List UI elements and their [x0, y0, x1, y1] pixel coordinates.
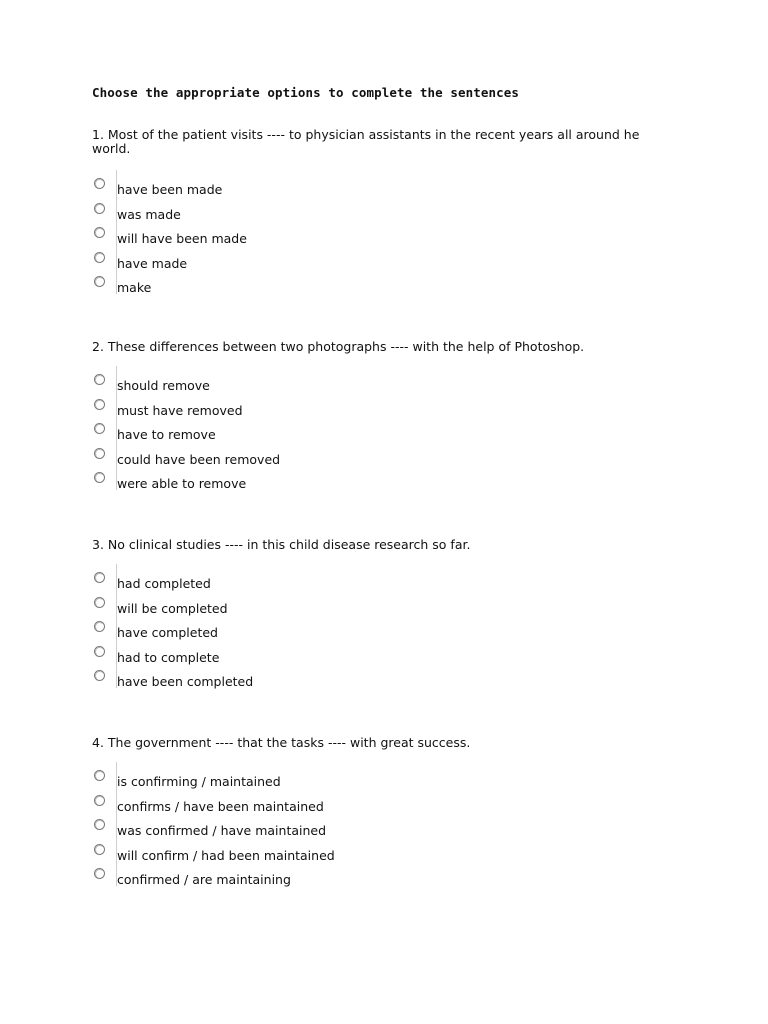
radio-button[interactable] [94, 203, 105, 214]
option-row[interactable] [92, 476, 672, 501]
option-row[interactable] [92, 650, 672, 675]
option-row[interactable] [92, 674, 672, 699]
radio-button[interactable] [94, 252, 105, 263]
radio-button[interactable] [94, 819, 105, 830]
option-row[interactable] [92, 799, 672, 824]
radio-button[interactable] [94, 423, 105, 434]
radio-button[interactable] [94, 844, 105, 855]
question-2 [92, 340, 672, 501]
radio-button[interactable] [94, 472, 105, 483]
option-label: was confirmed / have maintained [117, 823, 327, 838]
option-row[interactable] [92, 452, 672, 477]
option-label: have to remove [117, 427, 216, 442]
option-row[interactable] [92, 576, 672, 601]
question-4 [92, 736, 672, 897]
question-text: 3. No clinical studies ---- in this child disease research so far. [92, 537, 471, 552]
option-label: must have removed [117, 402, 243, 418]
radio-button[interactable] [94, 795, 105, 806]
radio-button[interactable] [94, 670, 105, 681]
question-3 [92, 538, 672, 699]
radio-button[interactable] [94, 276, 105, 287]
radio-button[interactable] [94, 868, 105, 879]
option-row[interactable] [92, 625, 672, 650]
option-label: have been completed [117, 674, 254, 689]
option-row[interactable] [92, 774, 672, 799]
question-text: 4. The government ---- that the tasks ---- with great success. [92, 735, 471, 750]
option-row[interactable] [92, 403, 672, 428]
radio-button[interactable] [94, 572, 105, 583]
option-row[interactable] [92, 427, 672, 452]
option-label: were able to remove [117, 476, 247, 491]
option-row[interactable] [92, 823, 672, 848]
option-label: could have been removed [117, 451, 281, 467]
options-list [92, 182, 672, 305]
option-label: confirmed / are maintaining [117, 872, 291, 887]
radio-button[interactable] [94, 646, 105, 657]
option-label: had completed [117, 576, 211, 591]
question-text: 1. Most of the patient visits ---- to physician assistants in the recent years all around he world. [92, 127, 640, 156]
option-row[interactable] [92, 280, 672, 305]
option-label: will be completed [117, 600, 228, 616]
radio-button[interactable] [94, 448, 105, 459]
radio-button[interactable] [94, 399, 105, 410]
options-list [92, 774, 672, 897]
option-label: will confirm / had been maintained [117, 847, 335, 863]
option-label: had to complete [117, 649, 220, 665]
option-row[interactable] [92, 207, 672, 232]
option-label: make [117, 280, 152, 295]
radio-button[interactable] [94, 770, 105, 781]
option-label: should remove [117, 378, 210, 393]
option-label: have completed [117, 625, 218, 640]
option-label: is confirming / maintained [117, 774, 281, 789]
radio-button[interactable] [94, 178, 105, 189]
option-row[interactable] [92, 256, 672, 281]
option-row[interactable] [92, 182, 672, 207]
radio-button[interactable] [94, 597, 105, 608]
option-label: will have been made [117, 231, 247, 246]
options-list [92, 378, 672, 501]
option-row[interactable] [92, 872, 672, 897]
question-text: 2. These differences between two photographs ---- with the help of Photoshop. [92, 339, 585, 354]
option-label: was made [117, 206, 181, 222]
question-1 [92, 128, 672, 305]
option-row[interactable] [92, 231, 672, 256]
option-row[interactable] [92, 601, 672, 626]
option-label: have made [117, 255, 188, 271]
radio-button[interactable] [94, 374, 105, 385]
option-label: confirms / have been maintained [117, 798, 324, 814]
radio-button[interactable] [94, 621, 105, 632]
radio-button[interactable] [94, 227, 105, 238]
page-title: Choose the appropriate options to complete the sentences [92, 85, 520, 100]
option-row[interactable] [92, 378, 672, 403]
option-label: have been made [117, 182, 223, 197]
options-list [92, 576, 672, 699]
option-row[interactable] [92, 848, 672, 873]
